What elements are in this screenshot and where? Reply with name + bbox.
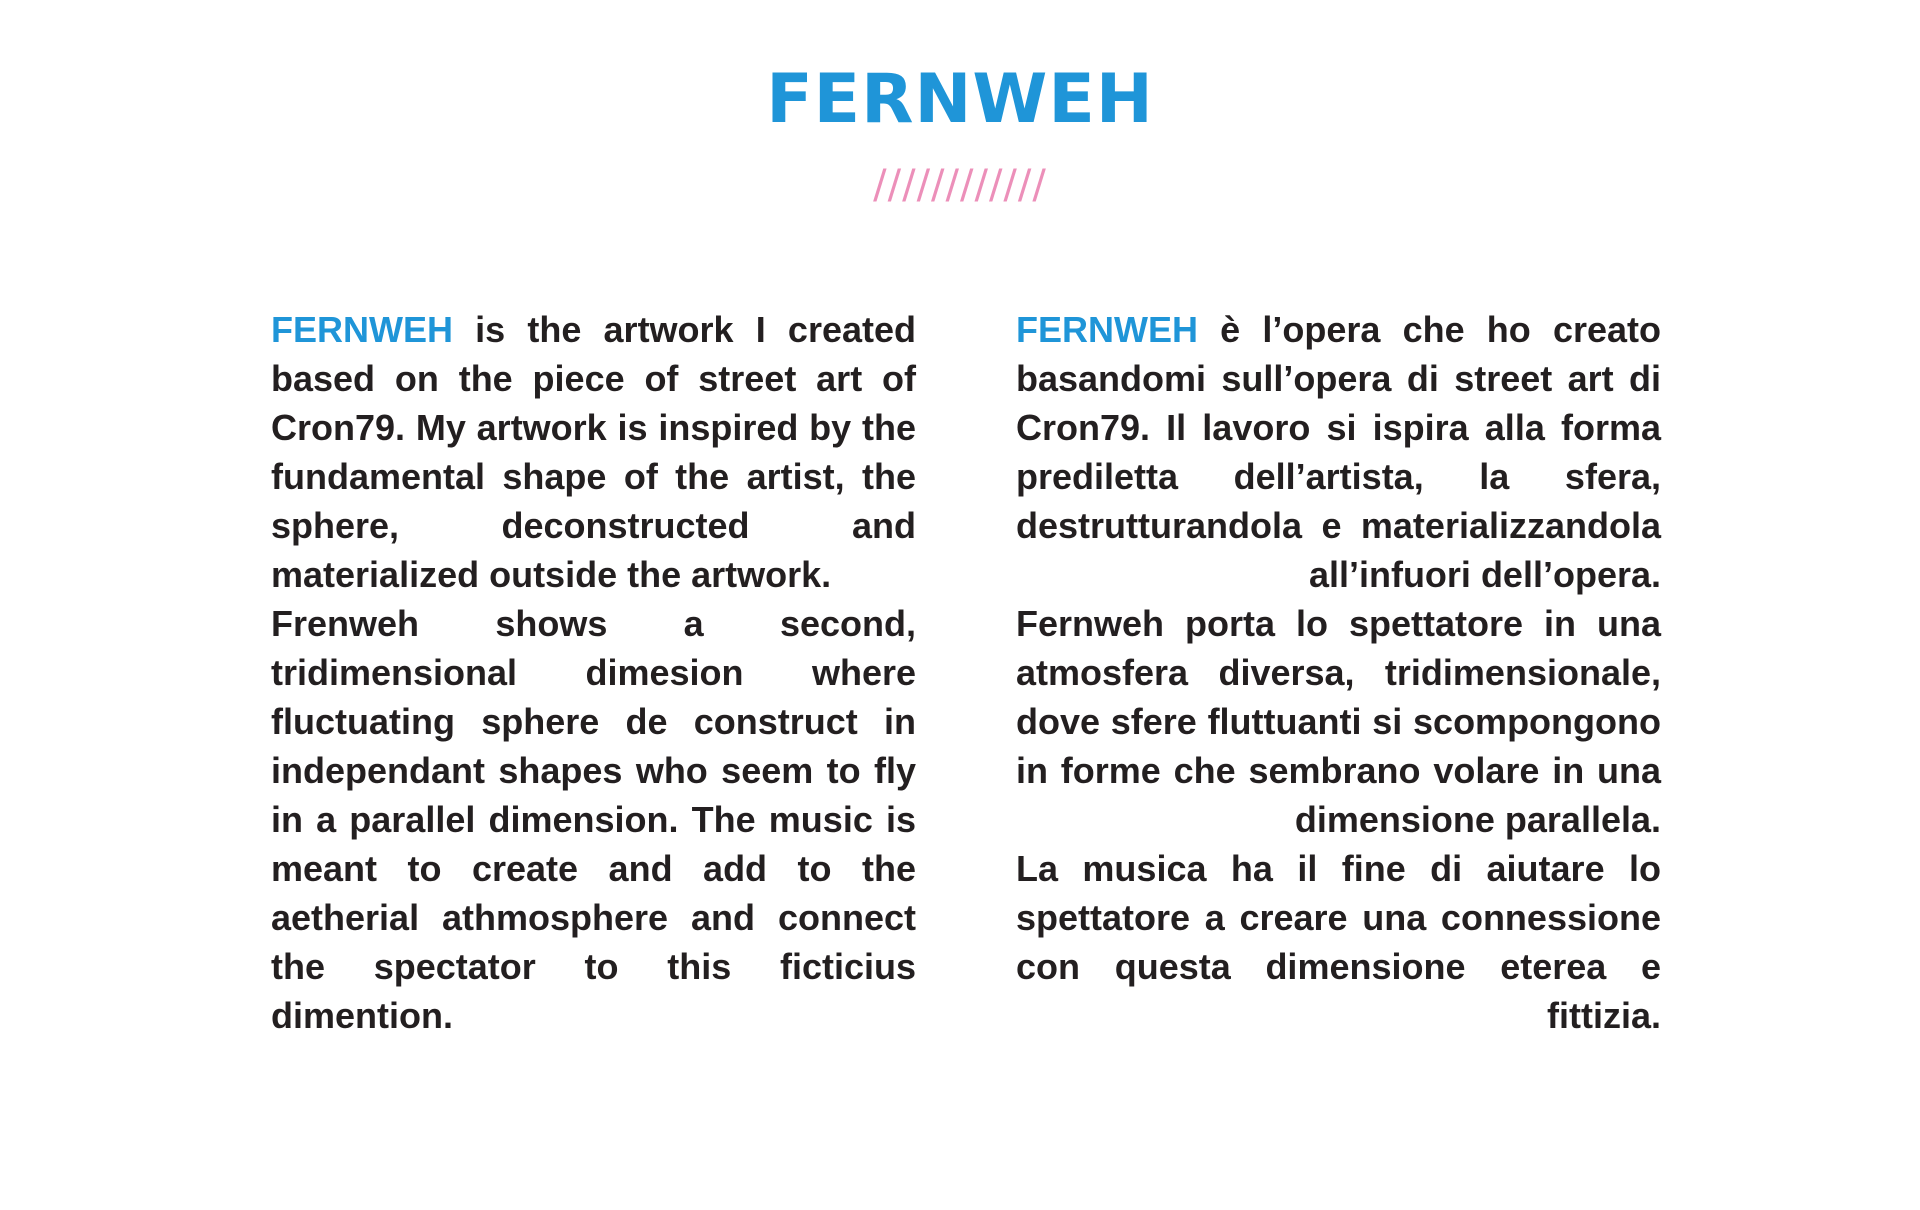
slash-divider: //////////// (873, 162, 1047, 208)
italian-lead-word: FERNWEH (1016, 309, 1198, 350)
english-paragraph-1-text: is the artwork I created based on the piece of street art of Cron79. My artwork is inspired by the fundamental shape of the artist, the sphere, deconstructed and materialized outside the artwork. (271, 309, 916, 595)
english-paragraph-1 (271, 305, 916, 599)
italian-paragraph-1 (1016, 305, 1661, 599)
italian-paragraph-1-text: è l’opera che ho creato basandomi sull’opera di street art di Cron79. Il lavoro si ispira alla forma prediletta dell’artista, la sfera, destrutturandola e materializzandola all’infuori dell’opera. (1016, 309, 1661, 595)
italian-paragraph-2: Fernweh porta lo spettatore in una atmosfera diversa, tridimensionale, dove sfere fluttuanti si scompongono in forme che sembrano volare in una dimensione parallela. (1016, 603, 1661, 840)
italian-paragraph-3: La musica ha il fine di aiutare lo spettatore a creare una connessione con questa dimensione eterea e fittizia. (1016, 848, 1661, 1036)
english-lead-word: FERNWEH (271, 309, 453, 350)
page-title: FERNWEH (766, 60, 1154, 139)
english-paragraph-2: Frenweh shows a second, tridimensional dimesion where fluctuating sphere de construct in independant shapes who seem to fly in a parallel dimension. The music is meant to create and add to the aetherial athmosphere and connect the spectator to this ficticius dimention. (271, 603, 916, 1036)
english-column (271, 305, 916, 1040)
italian-column (1016, 305, 1661, 1040)
